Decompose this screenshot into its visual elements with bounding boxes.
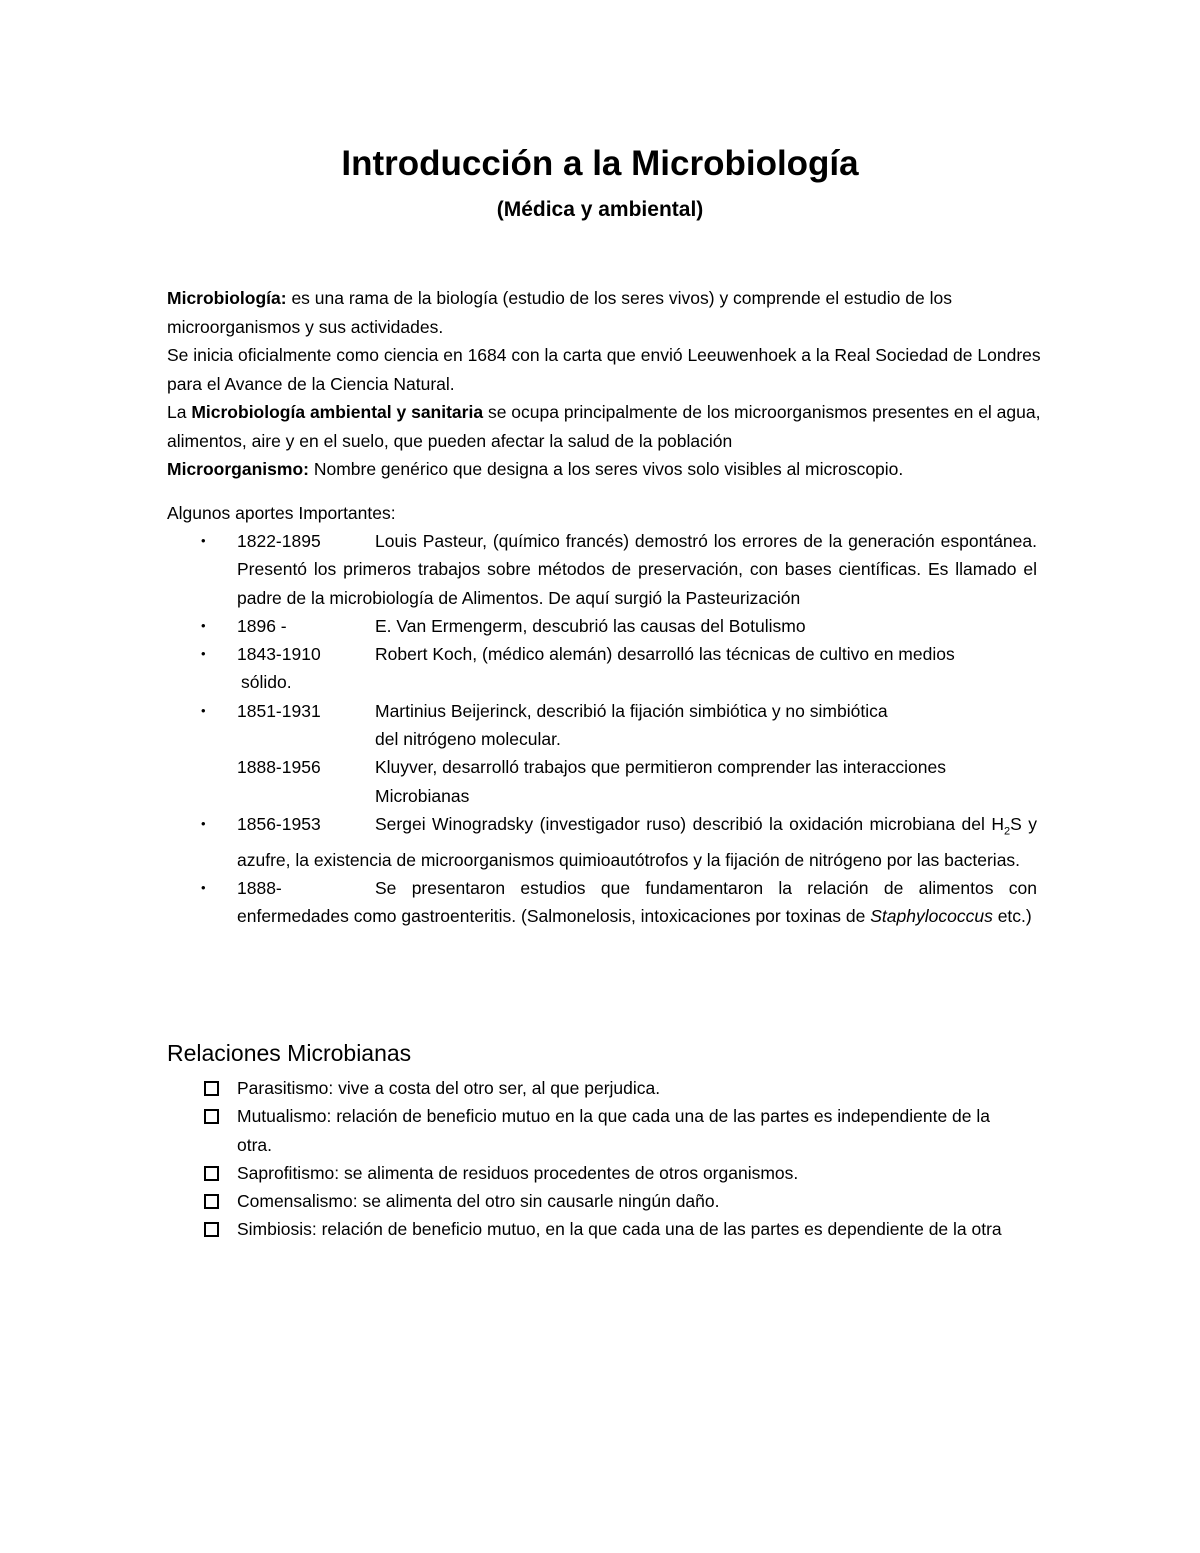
term-microorganismo: Microorganismo: [167, 459, 309, 479]
relations-heading: Relaciones Microbianas [167, 1040, 412, 1066]
timeline-year: 1888-1956 [237, 757, 321, 778]
species-name: Staphylococcus [870, 906, 993, 927]
timeline-text-continuation: del nitrógeno molecular. [375, 729, 561, 750]
document-title: Introducción a la Microbiología [341, 144, 859, 183]
timeline-year: 1896 - [237, 615, 287, 636]
bullet-icon: • [201, 702, 206, 718]
relation-item-parasitismo [167, 1074, 1027, 1102]
checkbox-square-icon [204, 1222, 219, 1237]
timeline-text-continuation: Microbianas [375, 785, 470, 806]
relation-text: Parasitismo: vive a costa del otro ser, al que perjudica. [237, 1078, 661, 1098]
checkbox-square-icon [204, 1166, 219, 1181]
checkbox-square-icon [204, 1194, 219, 1209]
timeline-text: Sergei Winogradsky (investigador ruso) describió la oxidación microbiana del H [375, 813, 1004, 834]
bullet-icon: • [201, 815, 206, 831]
timeline-text: Se presentaron estudios que fundamentaron la relación de alimentos con enfermedades como gastroenteritis. (Salmonelosis, intoxicaciones por toxinas de [237, 878, 1037, 927]
environmental-paragraph [167, 398, 1047, 455]
relation-text: Saprofitismo: se alimenta de residuos procedentes de otros organismos. [237, 1162, 799, 1183]
subscript-2: 2 [1004, 825, 1011, 838]
relation-item-comensalismo [167, 1187, 1027, 1215]
term-microbiologia: Microbiología: [167, 288, 287, 308]
timeline-text: E. Van Ermengerm, descubrió las causas del Botulismo [375, 615, 806, 636]
checkbox-square-icon [204, 1081, 219, 1096]
relation-text: Comensalismo: se alimenta del otro sin causarle ningún daño. [237, 1191, 720, 1212]
timeline-year: 1888- [237, 878, 282, 899]
timeline-item-winogradsky [167, 810, 1037, 874]
term-microbiologia-ambiental: Microbiología ambiental y sanitaria [191, 402, 484, 422]
relation-item-saprofitismo [167, 1159, 1027, 1187]
bullet-icon: • [201, 617, 206, 633]
bullet-icon: • [201, 533, 206, 548]
timeline-year: 1822-1895 [237, 531, 321, 551]
timeline-text: Martinius Beijerinck, describió la fijación simbiótica y no simbiótica [375, 700, 888, 721]
timeline-text: Kluyver, desarrolló trabajos que permitieron comprender las interacciones [375, 757, 946, 778]
timeline-list [167, 527, 1037, 931]
timeline-item-1888 [167, 874, 1037, 931]
definition-microorganismo [167, 455, 1047, 484]
paragraph-text: se ocupa principalmente de los microorganismos presentes en el agua, alimentos, aire y en el suelo, que pueden afectar la salud de la población [167, 402, 1041, 451]
timeline-item-kluyver [167, 753, 1037, 810]
definition-microbiologia [167, 284, 1047, 341]
bullet-icon: • [201, 880, 206, 896]
timeline-year: 1856-1953 [237, 813, 321, 834]
timeline-text: etc.) [992, 906, 1032, 927]
relation-item-mutualismo [167, 1102, 1027, 1159]
history-paragraph: Se inicia oficialmente como ciencia en 1684 con la carta que envió Leeuwenhoek a la Real Sociedad de Londres para el Avance de la Ciencia Natural. [167, 345, 1041, 394]
definition-text: es una rama de la biología (estudio de los seres vivos) y comprende el estudio de los microorganismos y sus actividades. [167, 288, 952, 337]
relation-text: Simbiosis: relación de beneficio mutuo, en la que cada una de las partes es dependiente de la otra [237, 1219, 1002, 1240]
checkbox-square-icon [204, 1109, 219, 1124]
timeline-item-beijerinck [167, 697, 1037, 754]
timeline-item-pasteur [167, 527, 1037, 612]
timeline-year: 1843-1910 [237, 644, 321, 665]
timeline-text: Robert Koch, (médico alemán) desarrolló las técnicas de cultivo en medios [375, 644, 955, 665]
timeline-text: S y azufre, la existencia de microorganismos quimioautótrofos y la fijación de nitrógeno por las bacterias. [237, 813, 1037, 870]
paragraph-prefix: La [167, 402, 192, 422]
timeline-year: 1851-1931 [237, 700, 321, 721]
intro-section [167, 284, 1047, 484]
relation-item-simbiosis [167, 1215, 1027, 1243]
bullet-icon: • [201, 646, 206, 662]
relation-text: Mutualismo: relación de beneficio mutuo en la que cada una de las partes es independiente de la otra. [237, 1106, 991, 1155]
document-subtitle: (Médica y ambiental) [496, 198, 704, 221]
aportes-heading: Algunos aportes Importantes: [167, 503, 396, 523]
timeline-text-continuation: sólido. [241, 672, 292, 693]
timeline-text: Louis Pasteur, (químico francés) demostró los errores de la generación espontánea. Presentó los primeros trabajos sobre métodos de preservación, con bases científicas. Es llamado el padre de la microbiología de Alimentos. De aquí surgió la Pasteurización [237, 531, 1037, 608]
timeline-item-ermengem [167, 612, 1037, 640]
relations-list [167, 1074, 1027, 1244]
timeline-item-koch [167, 640, 1037, 697]
definition-text: Nombre genérico que designa a los seres vivos solo visibles al microscopio. [308, 459, 904, 479]
